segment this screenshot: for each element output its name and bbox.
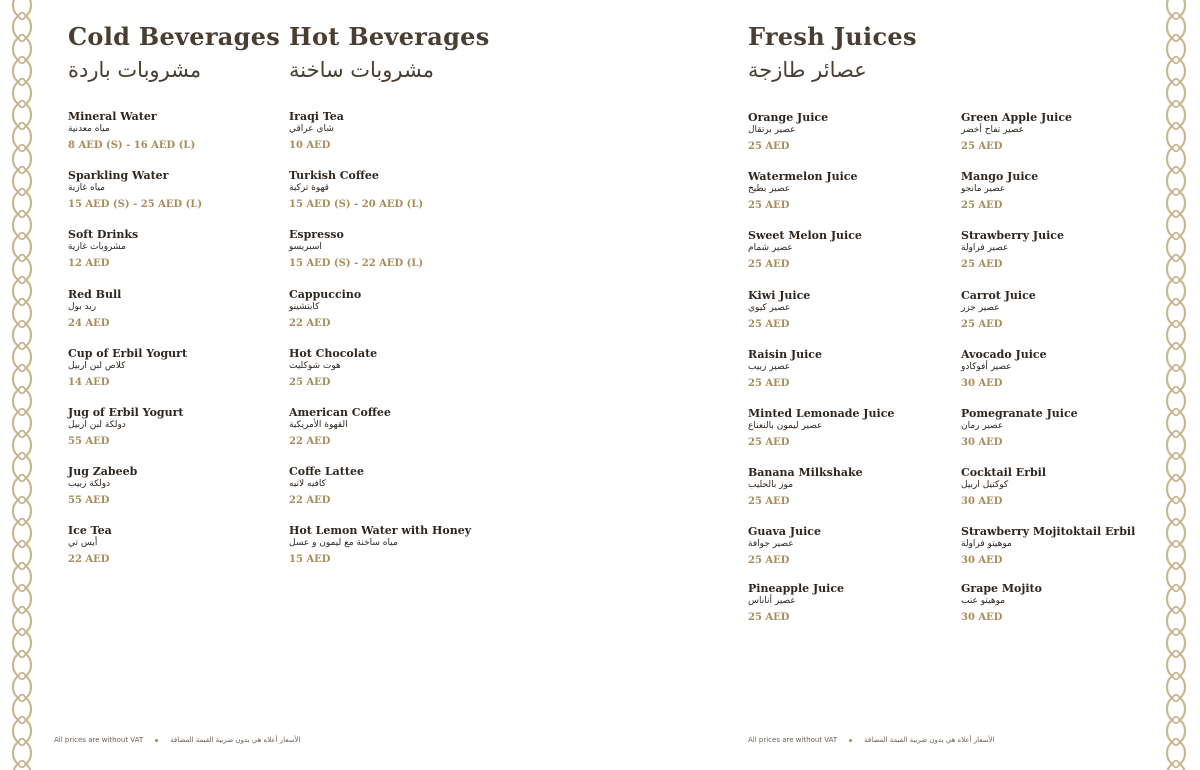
menu-item-name: Raisin Juice — [748, 347, 822, 361]
menu-item — [748, 582, 948, 624]
menu-item — [68, 465, 268, 507]
chain-ring — [19, 387, 25, 393]
decorative-border-right — [1162, 0, 1190, 770]
menu-item — [748, 348, 948, 390]
chain-ring — [1173, 409, 1179, 415]
menu-item-name: Cup of Erbil Yogurt — [68, 346, 188, 360]
chain-ring — [19, 35, 25, 41]
menu-item-price: 12 AED — [68, 258, 110, 270]
menu-item-name-ar: شاي عراقي — [289, 124, 334, 134]
menu-item-name-ar: دولكة لبن اربيل — [68, 420, 126, 430]
menu-item-price: 30 AED — [961, 377, 1003, 389]
menu-item — [289, 524, 489, 566]
chain-ring — [19, 13, 25, 19]
chain-ring — [19, 563, 25, 569]
menu-item-name-ar: مياه غازية — [68, 183, 105, 194]
menu-item-price: 22 AED — [68, 554, 110, 566]
chain-ring — [19, 123, 25, 129]
menu-item — [289, 288, 489, 330]
cold-beverages-title: Cold Beverages — [68, 22, 281, 51]
chain-ring — [1173, 123, 1179, 129]
menu-item-name-ar: عصير برتقال — [748, 125, 796, 135]
chain-ring — [1173, 695, 1179, 701]
chain-ring — [1173, 563, 1179, 569]
menu-item-name: Iraqi Tea — [289, 110, 344, 123]
menu-item — [961, 170, 1161, 212]
menu-item — [961, 229, 1161, 271]
menu-item-name: American Coffee — [289, 406, 391, 419]
chain-ring — [19, 321, 25, 327]
menu-item-name: Avocado Juice — [961, 347, 1047, 361]
vat-note-ar: الأسعار أعلاه هي بدون ضريبة القيمة المضافة — [170, 736, 301, 744]
chain-ring — [1173, 13, 1179, 19]
bullet-dot — [849, 739, 852, 742]
menu-item-name: Orange Juice — [748, 111, 829, 124]
chain-ring — [19, 739, 25, 745]
chain-ring — [19, 607, 25, 613]
menu-item-name: Turkish Coffee — [289, 169, 379, 183]
menu-item-price: 10 AED — [289, 140, 331, 151]
chain-ring — [1173, 211, 1179, 217]
menu-item — [961, 466, 1161, 508]
hot-beverages-title: Hot Beverages — [289, 22, 490, 51]
menu-item-name: Soft Drinks — [68, 228, 139, 242]
menu-item-name: Sweet Melon Juice — [748, 229, 862, 243]
menu-item-price: 55 AED — [68, 436, 110, 447]
chain-ring — [1173, 387, 1179, 393]
menu-item-name: Sparkling Water — [68, 169, 169, 183]
chain-ring — [1173, 717, 1179, 723]
menu-item-price: 22 AED — [289, 317, 331, 329]
chain-ring — [1173, 167, 1179, 173]
chain-ring — [1173, 255, 1179, 261]
menu-item-name: Grape Mojito — [961, 581, 1042, 595]
chain-ring — [19, 761, 25, 767]
menu-item-name-ar: القهوة الأمريكية — [289, 420, 348, 430]
chain-ring — [1173, 79, 1179, 85]
menu-item — [748, 111, 948, 153]
menu-item-name-ar: عصير تفاح أخضر — [961, 125, 1025, 135]
menu-item-name-ar: موهيتو فراولة — [961, 539, 1012, 550]
menu-item-name-ar: عصير زبيب — [748, 361, 791, 372]
menu-item-name-ar: عصير بطيخ — [748, 184, 791, 195]
menu-item-name-ar: ريد بول — [68, 301, 97, 312]
chain-ring — [1173, 299, 1179, 305]
menu-item-price: 25 AED — [748, 555, 790, 567]
menu-item-name-ar: هوت شوكليت — [289, 360, 341, 371]
menu-item-price: 25 AED — [961, 200, 1003, 212]
menu-item-name-ar: مياه معدنية — [68, 124, 110, 134]
menu-item-name: Strawberry Mojitoktail Erbil — [961, 525, 1136, 539]
chain-ring — [19, 695, 25, 701]
chain-ring — [19, 717, 25, 723]
menu-item-name-ar: مشروبات غازية — [68, 242, 126, 253]
menu-item-price: 14 AED — [68, 376, 110, 388]
menu-item — [961, 407, 1161, 449]
chain-ring — [1173, 629, 1179, 635]
menu-item — [68, 406, 268, 448]
chain-ring — [19, 145, 25, 151]
menu-item-name: Jug Zabeeb — [68, 465, 138, 479]
fresh-juices-title: Fresh Juices — [748, 22, 917, 51]
menu-item-name-ar: عصير جوافة — [748, 539, 794, 550]
menu-item — [68, 347, 268, 389]
menu-item — [961, 111, 1161, 153]
chain-ring — [1173, 35, 1179, 41]
menu-item-name: Pomegranate Juice — [961, 407, 1078, 420]
menu-item-name: Kiwi Juice — [748, 288, 811, 302]
chain-ring — [19, 211, 25, 217]
menu-item-name: Strawberry Juice — [961, 229, 1064, 243]
menu-item-name-ar: عصير فراولة — [961, 243, 1009, 254]
bullet-dot — [155, 739, 158, 742]
menu-item-name: Ice Tea — [68, 524, 112, 538]
menu-item — [748, 525, 948, 567]
menu-item-name-ar: عصير رمان — [961, 421, 1004, 431]
menu-item — [68, 288, 268, 330]
menu-item-name-ar: عصير كيوي — [748, 302, 791, 313]
menu-item-price: 30 AED — [961, 496, 1003, 508]
chain-ring — [19, 167, 25, 173]
menu-item-price: 55 AED — [68, 495, 110, 507]
chain-ring — [19, 255, 25, 261]
menu-item-name: Coffe Lattee — [289, 465, 364, 479]
footer-left — [54, 736, 300, 744]
menu-item-name: Banana Milkshake — [748, 466, 863, 480]
hot-beverages-title-ar: مشروبات ساخنة — [289, 58, 434, 82]
menu-item-price: 15 AED (S) - 25 AED (L) — [68, 199, 203, 211]
menu-item — [289, 228, 489, 270]
chain-ring — [19, 79, 25, 85]
menu-item-name: Mineral Water — [68, 110, 157, 123]
chain-ring — [19, 431, 25, 437]
chain-ring — [19, 585, 25, 591]
menu-item — [961, 582, 1161, 624]
chain-ring — [1173, 585, 1179, 591]
chain-ring — [1173, 101, 1179, 107]
chain-ring — [19, 453, 25, 459]
vat-note: All prices are without VAT — [748, 736, 838, 744]
chain-ring — [19, 629, 25, 635]
menu-item-price: 30 AED — [961, 555, 1003, 567]
chain-ring — [19, 365, 25, 371]
menu-item — [748, 229, 948, 271]
footer-right — [748, 736, 994, 744]
menu-item-price: 25 AED — [748, 141, 790, 152]
menu-item-name: Red Bull — [68, 287, 122, 301]
menu-item — [748, 170, 948, 212]
menu-item-name: Jug of Erbil Yogurt — [68, 406, 184, 419]
chain-ring — [19, 519, 25, 525]
menu-item-name: Guava Juice — [748, 525, 821, 539]
menu-item-price: 25 AED — [961, 259, 1003, 271]
menu-item-price: 22 AED — [289, 436, 331, 447]
menu-item-name-ar: كلاص لبن اربيل — [68, 360, 126, 371]
menu-item-price: 30 AED — [961, 611, 1003, 623]
chain-ring — [1173, 651, 1179, 657]
chain-ring — [19, 299, 25, 305]
menu-item — [748, 407, 948, 449]
fresh-juices-title-ar: عصائر طازجة — [748, 58, 867, 82]
menu-item — [961, 525, 1161, 567]
chain-ring — [19, 409, 25, 415]
menu-item — [961, 348, 1161, 390]
chain-ring — [1173, 519, 1179, 525]
menu-item-name-ar: عصير أفوكادو — [961, 361, 1012, 372]
menu-item-name-ar: كافيه لاتيه — [289, 479, 326, 490]
decorative-border-left — [8, 0, 36, 770]
menu-item — [68, 228, 268, 270]
vat-note-ar: الأسعار أعلاه هي بدون ضريبة القيمة المضافة — [864, 736, 995, 744]
menu-item-price: 24 AED — [68, 317, 110, 329]
menu-item-price: 25 AED — [961, 318, 1003, 330]
chain-ring — [1173, 321, 1179, 327]
menu-item — [289, 347, 489, 389]
menu-item — [289, 406, 489, 448]
menu-item — [68, 110, 268, 152]
menu-item-price: 15 AED — [289, 554, 331, 566]
menu-item-name-ar: عصير أناناس — [748, 595, 796, 606]
menu-item-name-ar: موز بالحليب — [748, 480, 794, 491]
menu-item-name: Cocktail Erbil — [961, 466, 1047, 480]
chain-ring — [1173, 57, 1179, 63]
chain-ring — [19, 189, 25, 195]
chain-ring — [1173, 607, 1179, 613]
menu-item — [289, 465, 489, 507]
menu-item — [961, 289, 1161, 331]
menu-item-name: Minted Lemonade Juice — [748, 407, 895, 420]
vat-note: All prices are without VAT — [54, 736, 144, 744]
menu-item-name: Green Apple Juice — [961, 111, 1073, 124]
chain-ring — [1173, 189, 1179, 195]
chain-ring — [1173, 431, 1179, 437]
chain-ring — [19, 343, 25, 349]
menu-item — [68, 524, 268, 566]
chain-ring — [19, 101, 25, 107]
menu-item-name: Carrot Juice — [961, 288, 1036, 302]
chain-ring — [1173, 277, 1179, 283]
chain-ring — [19, 277, 25, 283]
menu-item-price: 15 AED (S) - 22 AED (L) — [289, 258, 424, 270]
chain-ring — [19, 651, 25, 657]
menu-item-price: 25 AED — [748, 611, 790, 623]
menu-item-name: Pineapple Juice — [748, 581, 845, 595]
menu-item-price: 25 AED — [748, 377, 790, 389]
chain-ring — [1173, 673, 1179, 679]
chain-ring — [1173, 541, 1179, 547]
menu-item-price: 30 AED — [961, 437, 1003, 448]
chain-ring — [1173, 453, 1179, 459]
menu-item-name: Espresso — [289, 228, 344, 242]
menu-item — [68, 169, 268, 211]
chain-ring — [1173, 739, 1179, 745]
menu-item-name-ar: موهيتو عنب — [961, 595, 1006, 606]
menu-item-name-ar: قهوة تركية — [289, 183, 329, 194]
menu-item — [289, 169, 489, 211]
chain-ring — [1173, 475, 1179, 481]
menu-item-name-ar: عصير جزر — [961, 302, 1000, 313]
menu-item-name-ar: كابتشينو — [289, 301, 320, 312]
menu-item-name-ar: كوكتيل اربيل — [961, 480, 1009, 491]
chain-ring — [19, 673, 25, 679]
chain-ring — [19, 233, 25, 239]
menu-item-price: 25 AED — [748, 437, 790, 448]
chain-ring — [1173, 365, 1179, 371]
cold-beverages-title-ar: مشروبات باردة — [68, 58, 202, 82]
menu-item-name-ar: دولكة زبيب — [68, 479, 111, 490]
menu-item-name: Cappuccino — [289, 287, 362, 301]
chain-ring — [1173, 145, 1179, 151]
chain-ring — [1173, 761, 1179, 767]
chain-ring — [19, 497, 25, 503]
chain-ring — [1173, 343, 1179, 349]
menu-item-price: 25 AED — [748, 200, 790, 212]
menu-item-price: 25 AED — [748, 318, 790, 330]
menu-item — [289, 110, 489, 152]
menu-item-name: Hot Lemon Water with Honey — [289, 524, 472, 538]
menu-item-name-ar: عصير مانجو — [961, 184, 1006, 195]
menu-item-price: 25 AED — [289, 376, 331, 388]
chain-ring — [19, 541, 25, 547]
menu-item-name: Watermelon Juice — [748, 170, 858, 184]
menu-item-price: 25 AED — [961, 141, 1003, 152]
menu-item-price: 8 AED (S) - 16 AED (L) — [68, 140, 196, 151]
menu-item-name-ar: أيس تي — [68, 538, 98, 549]
chain-ring — [19, 57, 25, 63]
menu-item-price: 22 AED — [289, 495, 331, 507]
menu-item-name-ar: عصير شمام — [748, 243, 793, 254]
menu-item-name-ar: مياه ساخنة مع ليمون و عسل — [289, 538, 398, 549]
menu-item-price: 25 AED — [748, 259, 790, 271]
menu-item-name-ar: اسبريسو — [289, 242, 322, 253]
menu-item — [748, 466, 948, 508]
chain-ring — [1173, 233, 1179, 239]
menu-item — [748, 289, 948, 331]
menu-item-price: 15 AED (S) - 20 AED (L) — [289, 199, 424, 211]
chain-ring — [19, 475, 25, 481]
chain-ring — [1173, 497, 1179, 503]
menu-item-name: Hot Chocolate — [289, 346, 378, 360]
menu-item-price: 25 AED — [748, 496, 790, 508]
menu-item-name: Mango Juice — [961, 170, 1039, 184]
menu-item-name-ar: عصير ليمون بالنعناع — [748, 421, 823, 431]
